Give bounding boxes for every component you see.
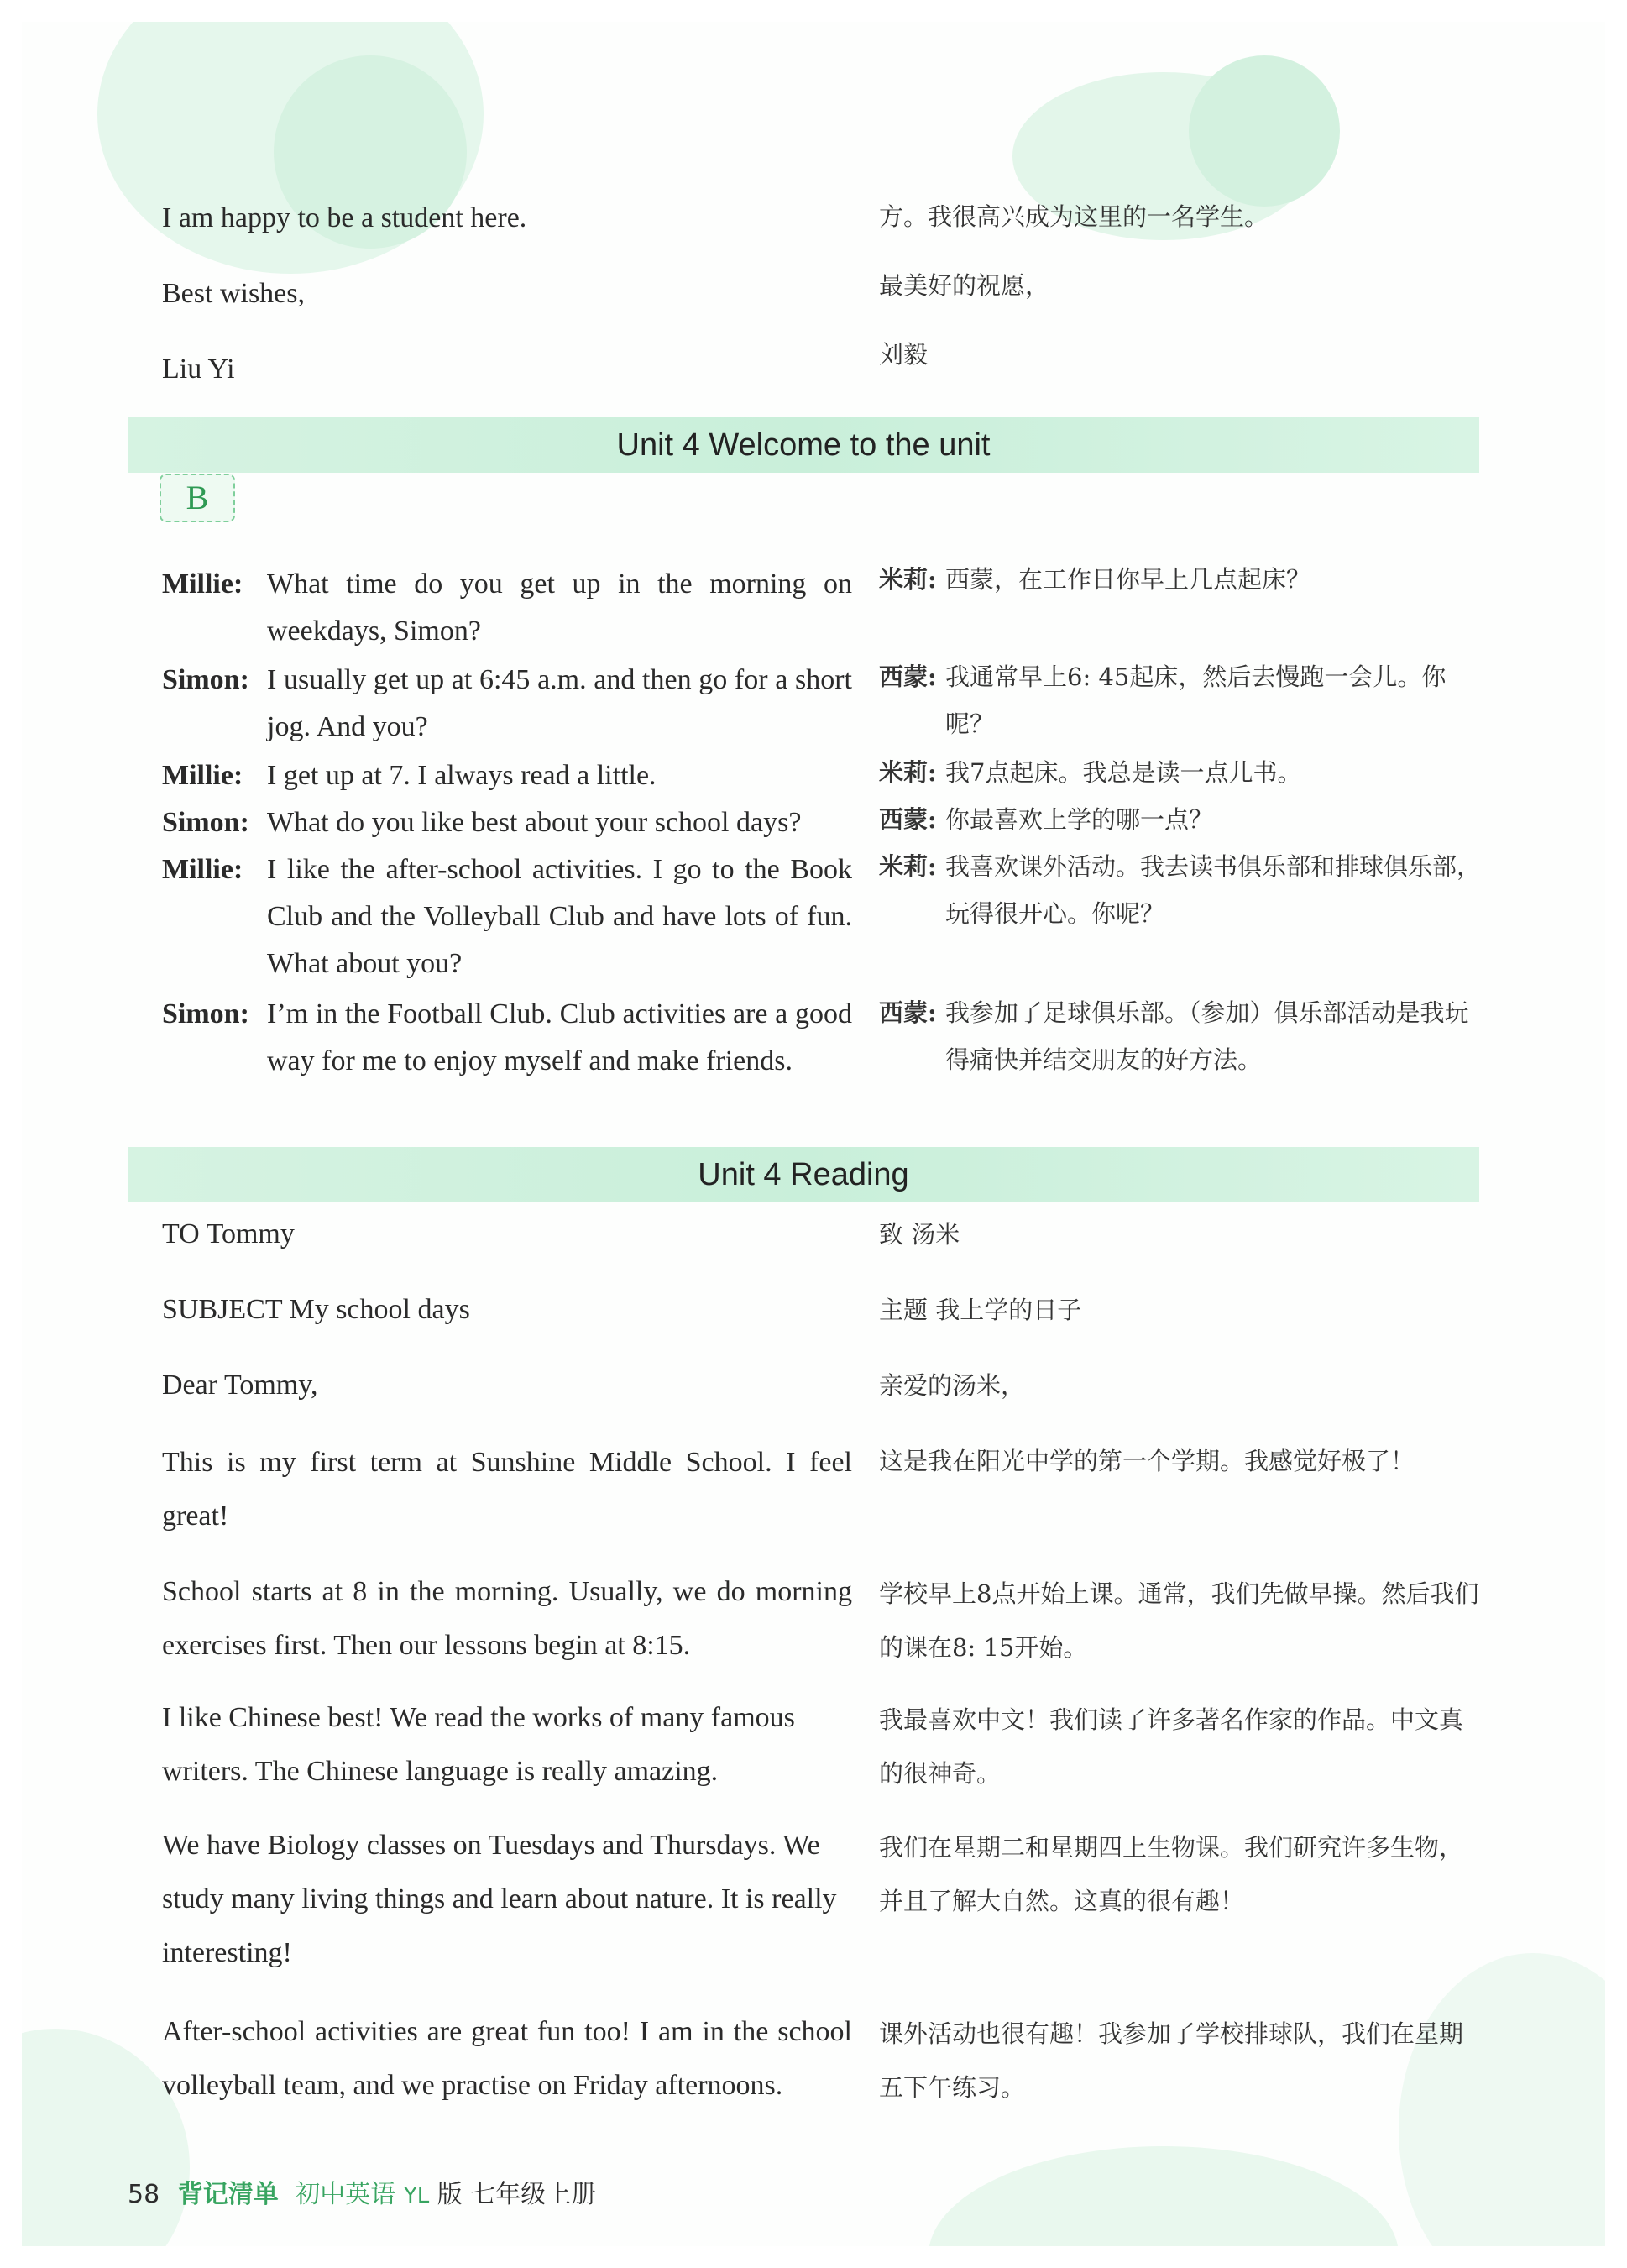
- speaker-name: Millie:: [162, 854, 243, 885]
- reading-paragraph-zh: 我们在星期二和星期四上生物课。我们研究许多生物，并且了解大自然。这真的很有趣！: [879, 1833, 1464, 1915]
- letter-line-zh: 方。我很高兴成为这里的一名学生。: [879, 202, 1269, 231]
- book-grade: 七年级上册: [470, 2180, 597, 2209]
- page-footer: [128, 2173, 596, 2210]
- decor-blob: [929, 2146, 1399, 2246]
- reading-paragraph-zh: 致 汤米: [879, 1220, 960, 1249]
- dialogue-line-zh: 你最喜欢上学的哪一点？: [945, 805, 1214, 834]
- speaker-name: Simon:: [162, 807, 249, 838]
- dialogue-line-en: What time do you get up in the morning on weekdays, Simon?: [267, 568, 852, 647]
- letter-line-zh: 最美好的祝愿，: [879, 271, 1050, 300]
- reading-paragraph-en: This is my first term at Sunshine Middle School. I feel great!: [162, 1447, 852, 1532]
- speaker-name-zh: 西蒙:: [879, 998, 937, 1027]
- reading-paragraph-en: I like Chinese best! We read the works of many famous writers. The Chinese language is really amazing.: [162, 1702, 795, 1787]
- speaker-name: Millie:: [162, 568, 243, 600]
- speaker-name: Simon:: [162, 664, 249, 695]
- speaker-name-zh: 米莉:: [879, 852, 937, 881]
- part-label: B: [160, 474, 235, 522]
- speaker-name-zh: 西蒙:: [879, 805, 937, 834]
- letter-line-zh: 刘毅: [879, 340, 929, 369]
- speaker-name: Millie:: [162, 760, 243, 791]
- dialogue-line-en: I usually get up at 6:45 a.m. and then go for a short jog. And you?: [267, 664, 852, 742]
- section-title-welcome: Unit 4 Welcome to the unit: [128, 417, 1479, 473]
- reading-paragraph-zh: 学校早上8点开始上课。通常，我们先做早操。然后我们的课在8: 15开始。: [879, 1579, 1479, 1662]
- page-number: 58: [128, 2180, 160, 2209]
- letter-line-en: Liu Yi: [162, 354, 235, 385]
- dialogue-line-en: I like the after-school activities. I go to the Book Club and the Volleyball Club and have lots of fun. What about you?: [267, 854, 852, 979]
- reading-paragraph-zh: 这是我在阳光中学的第一个学期。我感觉好极了！: [879, 1447, 1415, 1475]
- speaker-name-zh: 米莉:: [879, 758, 937, 787]
- dialogue-line-zh: 我参加了足球俱乐部。（参加）俱乐部活动是我玩得痛快并结交朋友的好方法。: [945, 998, 1469, 1074]
- dialogue-line-zh: 西蒙，在工作日你早上几点起床？: [945, 565, 1311, 594]
- letter-line-en: I am happy to be a student here.: [162, 202, 527, 233]
- reading-paragraph-en: SUBJECT My school days: [162, 1294, 470, 1325]
- dialogue-line-zh: 我喜欢课外活动。我去读书俱乐部和排球俱乐部，玩得很开心。你呢？: [945, 852, 1482, 928]
- dialogue-line-zh: 我7点起床。我总是读一点儿书。: [945, 758, 1302, 787]
- decor-blob: [1189, 55, 1340, 207]
- speaker-name-zh: 西蒙:: [879, 663, 937, 691]
- letter-line-en: Best wishes,: [162, 278, 305, 309]
- book-subject: 初中英语: [295, 2180, 396, 2209]
- reading-paragraph-zh: 课外活动也很有趣！我参加了学校排球队，我们在星期五下午练习。: [879, 2019, 1464, 2102]
- reading-paragraph-en: After-school activities are great fun too! I am in the school volleyball team, and we practise on Friday afternoons.: [162, 2016, 852, 2101]
- reading-paragraph-en: School starts at 8 in the morning. Usually, we do morning exercises first. Then our lessons begin at 8:15.: [162, 1576, 852, 1661]
- speaker-name: Simon:: [162, 998, 249, 1029]
- book-edition-suffix: 版: [437, 2180, 463, 2209]
- dialogue-line-zh: 我通常早上6: 45起床，然后去慢跑一会儿。你呢？: [945, 663, 1447, 738]
- reading-paragraph-zh: 亲爱的汤米，: [879, 1371, 1026, 1400]
- section-title-reading: Unit 4 Reading: [128, 1147, 1479, 1202]
- reading-paragraph-zh: 主题 我上学的日子: [879, 1296, 1082, 1324]
- book-edition: YL: [403, 2183, 430, 2208]
- dialogue-line-en: What do you like best about your school days?: [267, 807, 802, 838]
- dialogue-line-en: I’m in the Football Club. Club activities are a good way for me to enjoy myself and make friends.: [267, 998, 852, 1076]
- reading-paragraph-en: Dear Tommy,: [162, 1370, 318, 1401]
- reading-paragraph-en: We have Biology classes on Tuesdays and Thursdays. We study many living things and learn about nature. It is really interesting!: [162, 1830, 837, 1968]
- dialogue-line-en: I get up at 7. I always read a little.: [267, 760, 657, 791]
- speaker-name-zh: 米莉:: [879, 565, 937, 594]
- reading-paragraph-en: TO Tommy: [162, 1218, 295, 1249]
- reading-paragraph-zh: 我最喜欢中文！我们读了许多著名作家的作品。中文真的很神奇。: [879, 1705, 1464, 1788]
- book-title: 背记清单: [177, 2180, 279, 2209]
